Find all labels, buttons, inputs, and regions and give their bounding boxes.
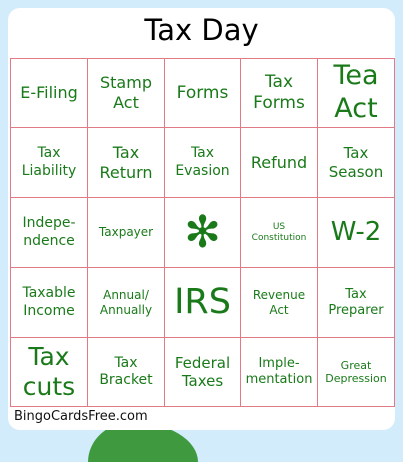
cell-text: Tax Evasion	[175, 145, 230, 179]
cell-text: Taxable Income	[22, 285, 76, 319]
bingo-cell[interactable]	[318, 198, 395, 268]
cell-text: Indepe- ndence	[22, 215, 76, 249]
cell-text: W-2	[330, 216, 382, 247]
bingo-cell[interactable]	[88, 338, 165, 407]
cell-text: Imple- mentation	[245, 356, 313, 387]
bingo-cell[interactable]	[88, 198, 165, 268]
cell-text: Federal Taxes	[174, 353, 231, 390]
bingo-cell[interactable]	[11, 128, 88, 198]
bingo-cell[interactable]	[318, 59, 395, 128]
free-space-icon: ✻	[184, 206, 221, 258]
cell-text: Revenue Act	[252, 287, 306, 317]
cell-text: Forms	[176, 82, 229, 103]
bingo-cell[interactable]	[88, 59, 165, 128]
bingo-cell[interactable]	[165, 268, 241, 338]
cell-text: Tax cuts	[22, 341, 76, 401]
bingo-cell[interactable]	[11, 59, 88, 128]
cell-text: IRS	[174, 282, 231, 323]
bingo-grid	[10, 58, 395, 407]
site-footer: BingoCardsFree.com	[14, 409, 148, 424]
bingo-cell[interactable]	[241, 198, 318, 268]
cell-text: Annual/ Annually	[99, 287, 153, 317]
cell-text: US Constitution	[251, 221, 307, 243]
bingo-cell[interactable]	[165, 59, 241, 128]
cell-text: Great Depression	[325, 358, 387, 385]
bingo-cell[interactable]	[318, 128, 395, 198]
bingo-cell[interactable]	[241, 268, 318, 338]
cell-text: Refund	[250, 152, 308, 172]
cell-text: Taxpayer	[98, 225, 154, 240]
cell-text: Tax Forms	[253, 72, 305, 113]
cell-text: Tea Act	[333, 60, 379, 124]
cell-text: Tax Bracket	[99, 354, 153, 388]
bingo-cell[interactable]	[241, 338, 318, 407]
card-title: Tax Day	[144, 13, 259, 47]
free-space-cell[interactable]	[165, 198, 241, 268]
bingo-cell[interactable]	[11, 338, 88, 407]
bingo-cell[interactable]	[318, 268, 395, 338]
bingo-cell[interactable]	[11, 268, 88, 338]
bingo-cell[interactable]	[165, 128, 241, 198]
bingo-card	[8, 8, 395, 430]
bingo-cell[interactable]	[165, 338, 241, 407]
bingo-cell[interactable]	[241, 128, 318, 198]
cell-text: Stamp Act	[100, 73, 152, 112]
bingo-cell[interactable]	[241, 59, 318, 128]
bingo-cell[interactable]	[11, 198, 88, 268]
bingo-cell[interactable]	[88, 268, 165, 338]
cell-text: Tax Liability	[21, 145, 77, 179]
cell-text: Tax Return	[99, 142, 153, 182]
cell-text: E-Filing	[20, 83, 78, 103]
bingo-cell[interactable]	[88, 128, 165, 198]
cell-text: Tax Preparer	[328, 286, 384, 318]
cell-text: Tax Season	[328, 144, 384, 181]
bingo-cell[interactable]	[318, 338, 395, 407]
